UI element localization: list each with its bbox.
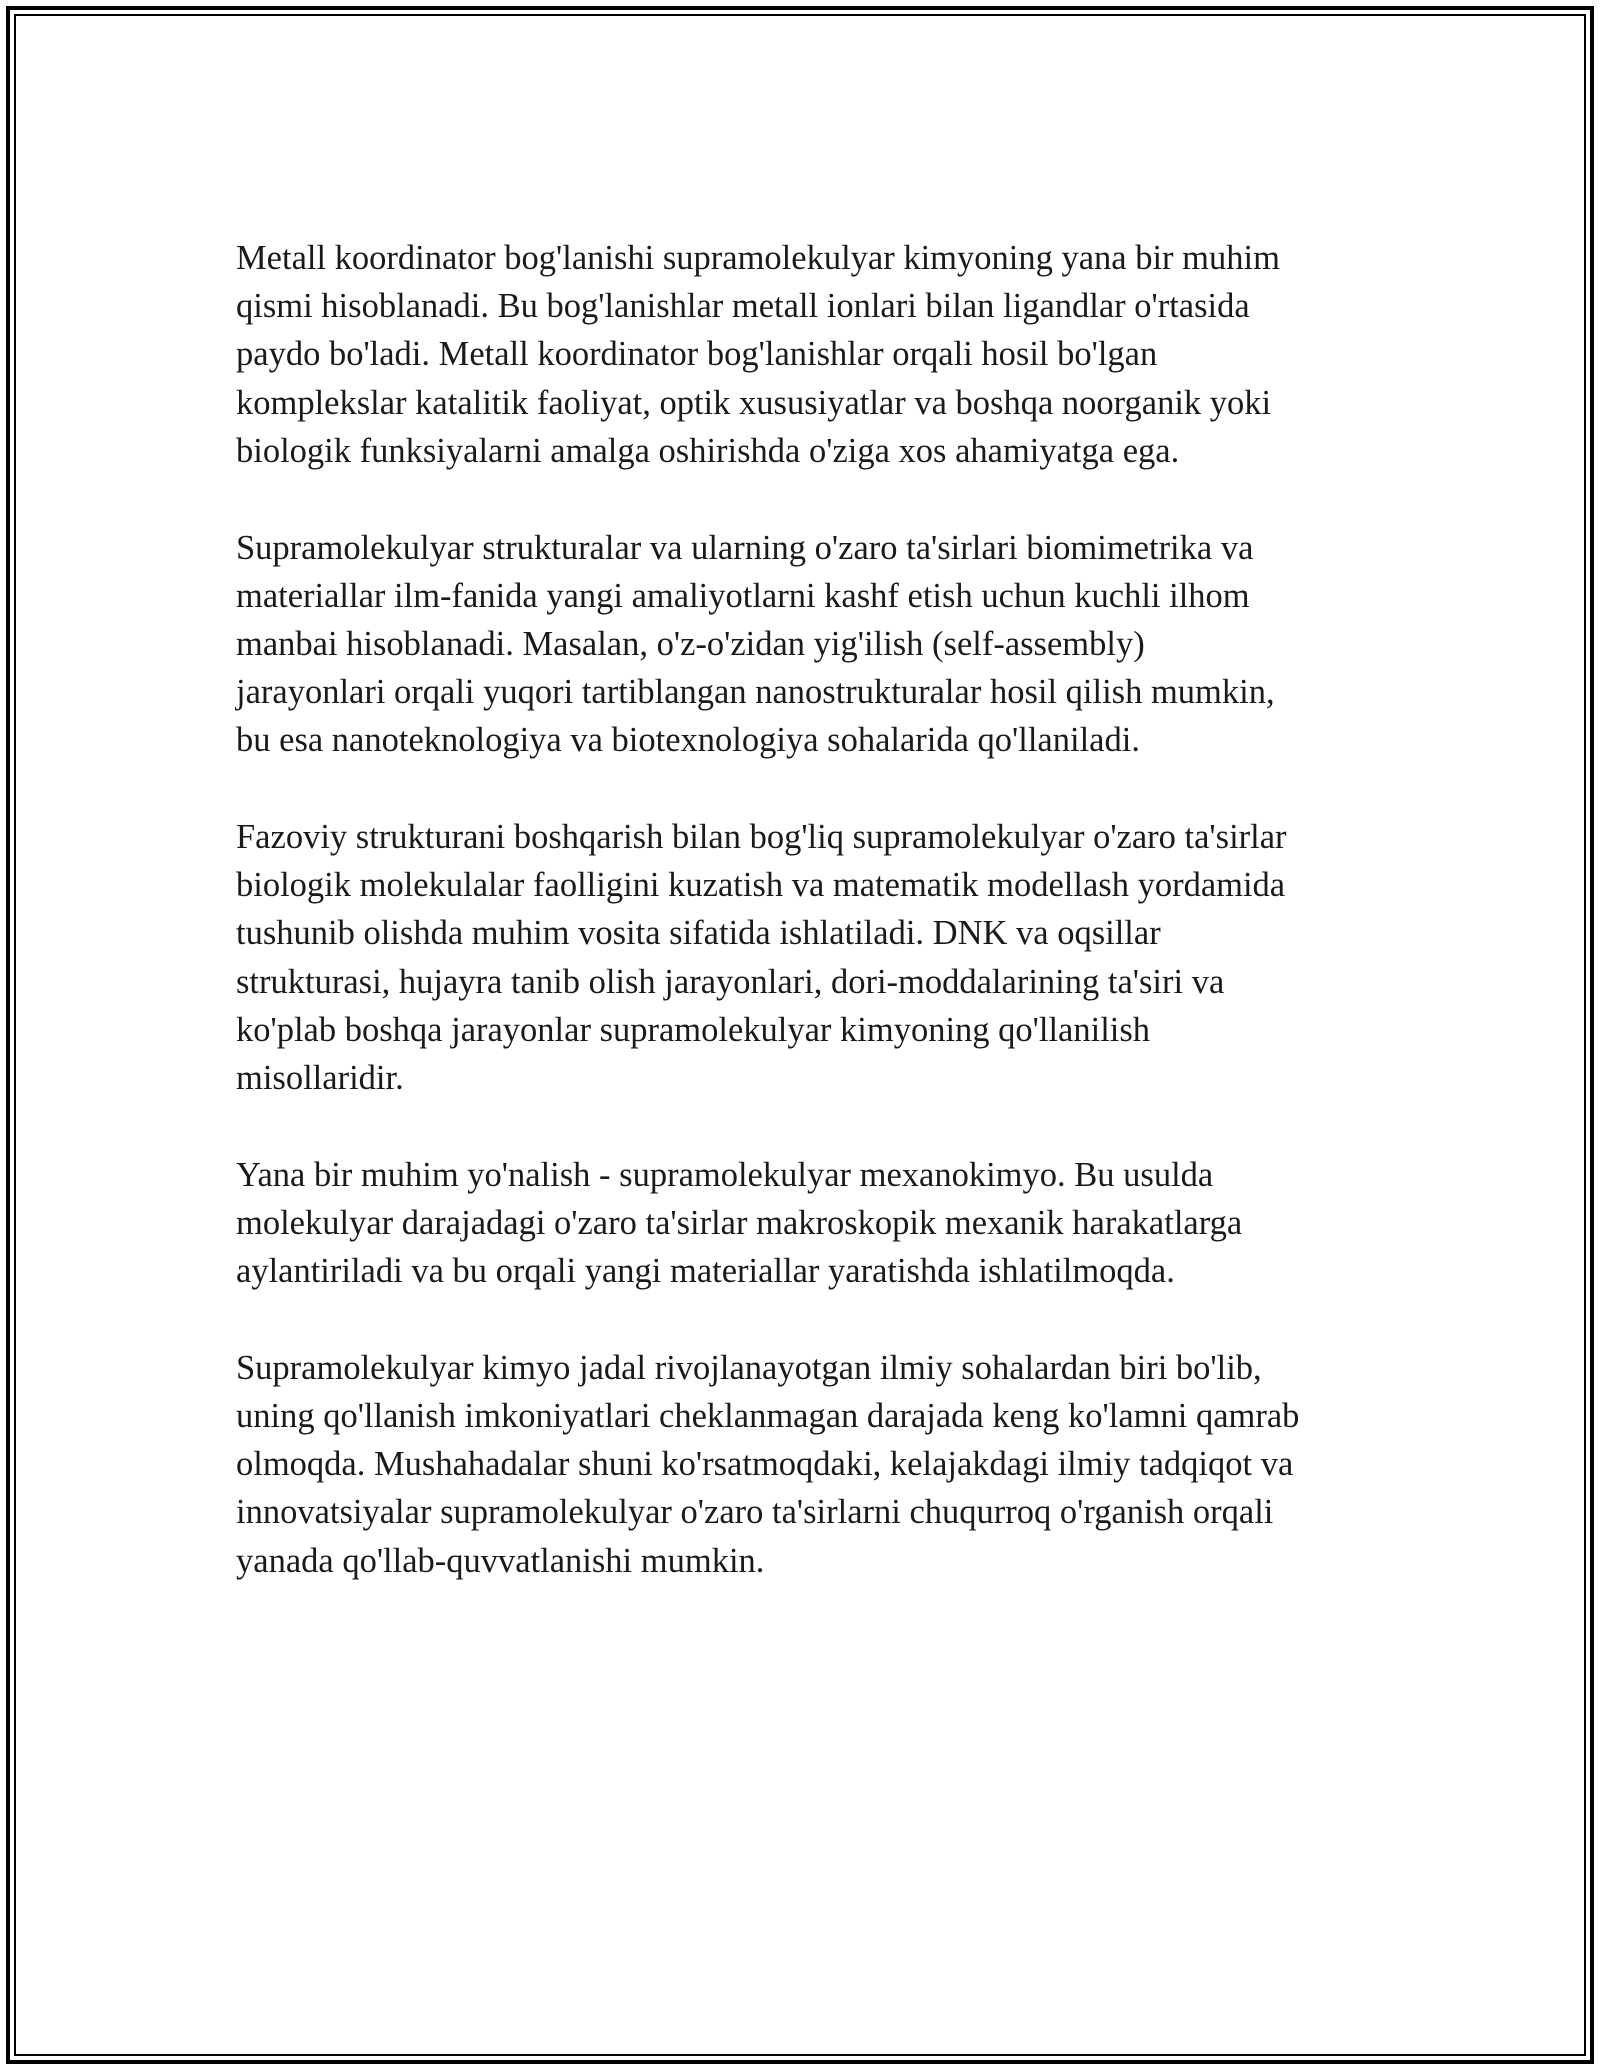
text-line: aylantiriladi va bu orqali yangi materiallar yaratishda ishlatilmoqda. [236,1252,1175,1291]
document-body [236,234,1386,1585]
text-line: paydo bo'ladi. Metall koordinator bog'lanishlar orqali hosil bo'lgan [236,335,1158,374]
text-line: komplekslar katalitik faoliyat, optik xususiyatlar va boshqa noorganik yoki [236,383,1272,422]
text-line: Supramolekulyar kimyo jadal rivojlanayotgan ilmiy sohalardan biri bo'lib, [236,1348,1262,1387]
text-line: misollaridir. [236,1059,404,1098]
text-line: Yana bir muhim yo'nalish - supramolekulyar mexanokimyo. Bu usulda [236,1155,1214,1194]
paragraph-2 [236,524,1386,765]
text-line: manbai hisoblanadi. Masalan, o'z-o'zidan yig'ilish (self-assembly) [236,624,1145,663]
paragraph-3 [236,813,1386,1102]
text-line: Supramolekulyar strukturalar va ularning o'zaro ta'sirlari biomimetrika va [236,528,1254,567]
text-line: biologik molekulalar faolligini kuzatish va matematik modellash yordamida [236,866,1286,905]
paragraph-4 [236,1151,1386,1296]
text-line: innovatsiyalar supramolekulyar o'zaro ta'sirlarni chuqurroq o'rganish orqali [236,1493,1274,1532]
text-line: uning qo'llanish imkoniyatlari cheklanmagan darajada keng ko'lamni qamrab [236,1397,1300,1436]
text-line: yanada qo'llab-quvvatlanishi mumkin. [236,1541,765,1580]
text-line: Metall koordinator bog'lanishi supramolekulyar kimyoning yana bir muhim [236,239,1280,277]
text-line: materiallar ilm-fanida yangi amaliyotlarni kashf etish uchun kuchli ilhom [236,576,1250,615]
text-line: tushunib olishda muhim vosita sifatida ishlatiladi. DNK va oqsillar [236,914,1161,953]
paragraph-1 [236,234,1386,475]
text-line: olmoqda. Mushahadalar shuni ko'rsatmoqdaki, kelajakdagi ilmiy tadqiqot va [236,1445,1294,1484]
paragraph-5 [236,1344,1386,1585]
text-line: qismi hisoblanadi. Bu bog'lanishlar metall ionlari bilan ligandlar o'rtasida [236,287,1250,326]
text-line: molekulyar darajadagi o'zaro ta'sirlar makroskopik mexanik harakatlarga [236,1203,1243,1242]
text-line: bu esa nanoteknologiya va biotexnologiya sohalarida qo'llaniladi. [236,721,1140,760]
text-line: Fazoviy strukturani boshqarish bilan bog'liq supramolekulyar o'zaro ta'sirlar [236,818,1287,857]
text-line: strukturasi, hujayra tanib olish jarayonlari, dori-moddalarining ta'siri va [236,962,1225,1001]
text-line: jarayonlari orqali yuqori tartiblangan nanostrukturalar hosil qilish mumkin, [236,673,1275,712]
text-line: ko'plab boshqa jarayonlar supramolekulyar kimyoning qo'llanilish [236,1010,1151,1049]
text-line: biologik funksiyalarni amalga oshirishda o'ziga xos ahamiyatga ega. [236,431,1180,470]
